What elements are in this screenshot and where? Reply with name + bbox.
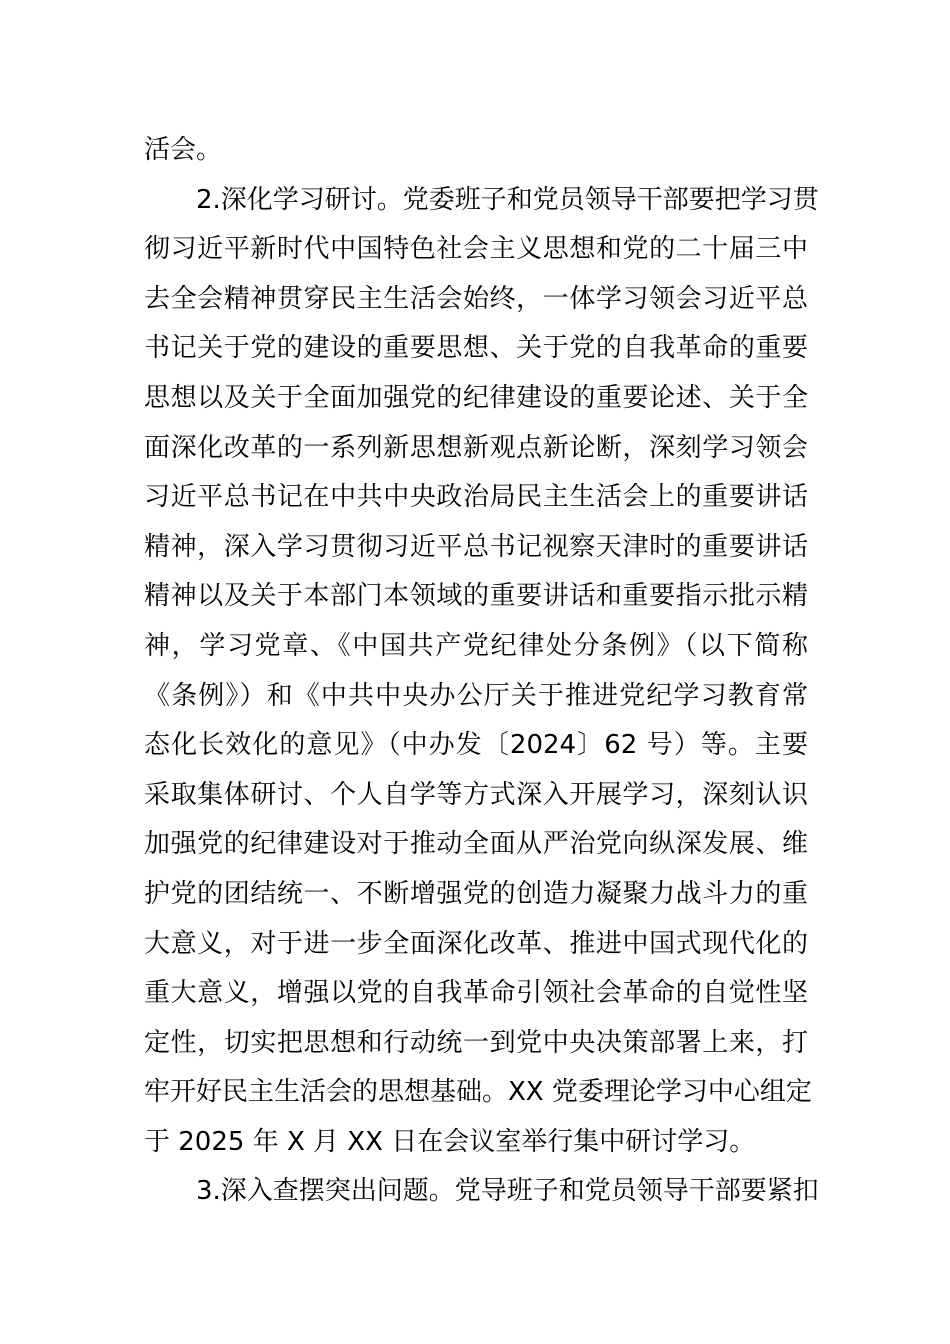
document-body xyxy=(144,126,819,1217)
text-line: 3.深入查摆突出问题。党导班子和党员领导干部要紧扣 xyxy=(196,1176,819,1207)
text-line: 精神，深入学习贯彻习近平总书记视察天津时的重要讲话 xyxy=(144,531,808,562)
text-line: 精神以及关于本部门本领域的重要讲话和重要指示批示精 xyxy=(144,581,808,612)
text-line: 重大意义，增强以党的自我革命引领社会革命的自觉性坚 xyxy=(144,978,808,1009)
text-line: 采取集体研讨、个人自学等方式深入开展学习，深刻认识 xyxy=(144,779,808,810)
text-line: 书记关于党的建设的重要思想、关于党的自我革命的重要 xyxy=(144,333,808,364)
text-line: 去全会精神贯穿民主生活会始终，一体学习领会习近平总 xyxy=(144,283,808,314)
text-line: 态化长效化的意见》（中办发〔2024〕62 号）等。主要 xyxy=(144,730,808,761)
text-line: 牢开好民主生活会的思想基础。XX 党委理论学习中心组定 xyxy=(144,1077,812,1108)
paragraph-study-discussion xyxy=(144,176,819,1168)
text-line: 大意义，对于进一步全面深化改革、推进中国式现代化的 xyxy=(144,928,808,959)
text-line: 神，学习党章、《中国共产党纪律处分条例》（以下简称 xyxy=(144,630,808,661)
text-line: 活会。 xyxy=(144,135,223,165)
text-line: 彻习近平新时代中国特色社会主义思想和党的二十届三中 xyxy=(144,234,808,265)
text-line: 护党的团结统一、不断增强党的创造力凝聚力战斗力的重 xyxy=(144,878,808,909)
text-line: 面深化改革的一系列新思想新观点新论断，深刻学习领会 xyxy=(144,432,808,463)
text-line: 定性，切实把思想和行动统一到党中央决策部署上来，打 xyxy=(144,1027,808,1058)
paragraph-continuation xyxy=(144,126,808,176)
text-line: 2.深化学习研讨。党委班子和党员领导干部要把学习贯 xyxy=(196,184,819,215)
text-line: 思想以及关于全面加强党的纪律建设的重要论述、关于全 xyxy=(144,382,808,413)
text-line: 于 2025 年 X 月 XX 日在会议室举行集中研讨学习。 xyxy=(144,1126,756,1157)
paragraph-problem-check xyxy=(144,1167,819,1217)
text-line: 《条例》）和《中共中央办公厅关于推进党纪学习教育常 xyxy=(144,680,808,711)
text-line: 加强党的纪律建设对于推动全面从严治党向纵深发展、维 xyxy=(144,829,808,860)
text-line: 习近平总书记在中共中央政治局民主生活会上的重要讲话 xyxy=(144,482,808,513)
